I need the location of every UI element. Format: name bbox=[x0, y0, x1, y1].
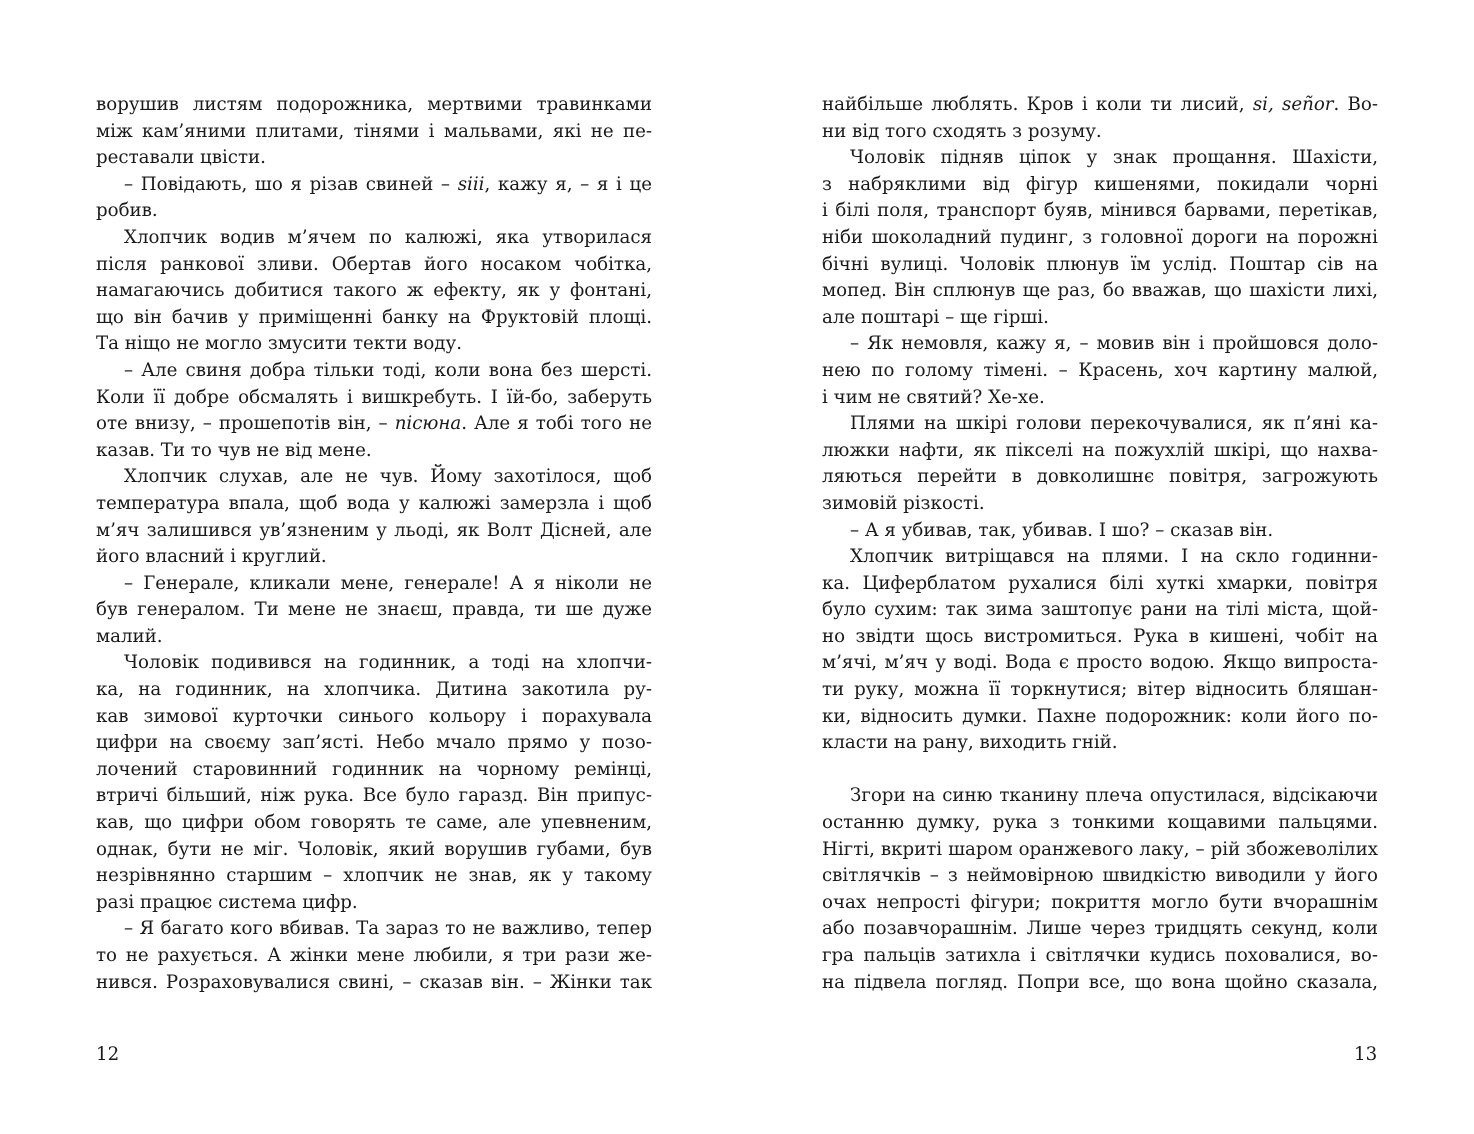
paragraph bbox=[822, 145, 1378, 331]
text-line: оте внизу, – прошепотів він, – пісюна. Але я тобі того не bbox=[96, 413, 652, 435]
text-line: – Як немовля, кажу я, – мовив він і пройшовся доло- bbox=[850, 333, 1378, 355]
text-line: температура впала, щоб вода у калюжі замерзла і щоб bbox=[96, 492, 652, 514]
text-line: намагаючись добитися такого ж ефекту, як у фонтані, bbox=[96, 280, 652, 302]
right-page-number: 13 bbox=[1354, 1044, 1378, 1065]
text-line: ка, на годинник, на хлопчика. Дитина закотила ру- bbox=[96, 679, 652, 701]
text-line: з набряклими від фігур кишенями, покидали чорні bbox=[822, 173, 1378, 195]
text-line: м’яч залишився ув’язненим у льоді, як Волт Дісней, але bbox=[96, 519, 652, 541]
text-line: ти руку, можна її торкнутися; вітер відносить бляшан- bbox=[822, 679, 1378, 701]
text-line: но звідти щось вистромиться. Рука в кишені, чобіт на bbox=[822, 625, 1378, 647]
paragraph-gap bbox=[822, 757, 1378, 784]
text-line: нився. Розраховувалися свині, – сказав він. – Жінки так bbox=[96, 971, 652, 993]
paragraph bbox=[96, 464, 652, 570]
text-line: незрівнянно старшим – хлопчик не знав, як у такому bbox=[96, 865, 652, 887]
text-line: разі працює система цифр. bbox=[96, 891, 358, 913]
text-line: – А я убивав, так, убивав. І шо? – сказав він. bbox=[850, 519, 1274, 541]
paragraph bbox=[96, 916, 652, 996]
text-line: цифри на своєму зап’ясті. Небо мчало прямо у позо- bbox=[96, 732, 652, 754]
text-line: мопед. Він сплюнув ще раз, бо вважав, що шахісти лихі, bbox=[822, 280, 1378, 302]
text-line: кав зимової курточки синього кольору і порахувала bbox=[96, 705, 652, 727]
text-line: гра пальців затихла і світлячки кудись поховалися, во- bbox=[822, 945, 1378, 966]
text-line: і білі поля, транспорт буяв, мінився барвами, перетікав, bbox=[822, 200, 1378, 222]
paragraph bbox=[96, 571, 652, 651]
text-line: ніби шоколадний пудинг, з головної дороги на порожні bbox=[822, 226, 1378, 248]
text-line: Та ніщо не могло змусити текти воду. bbox=[96, 333, 462, 355]
paragraph bbox=[822, 544, 1378, 757]
text-line: що він бачив у приміщенні банку на Фруктовій площі. bbox=[96, 306, 652, 328]
text-line: Чоловік підняв ціпок у знак прощання. Шахісти, bbox=[850, 147, 1378, 169]
text-line: реставали цвісти. bbox=[96, 147, 266, 169]
paragraph bbox=[822, 411, 1378, 517]
text-line: Нігті, вкриті шаром оранжевого лаку, – рій збожеволілих bbox=[822, 838, 1378, 860]
text-line: ляються перейти в довколишнє повітря, загрожують bbox=[822, 466, 1378, 488]
paragraph bbox=[96, 92, 652, 172]
paragraph bbox=[822, 92, 1378, 145]
text-line: – Повідають, шо я різав свиней – siii, кажу я, – я і це bbox=[124, 173, 652, 195]
text-line: його власний і круглий. bbox=[96, 546, 327, 568]
text-line: було сухим: так зима заштопує рани на тілі міста, щой- bbox=[822, 599, 1378, 621]
paragraph bbox=[96, 172, 652, 225]
text-line: класти на рану, виходить гній. bbox=[822, 732, 1118, 754]
text-line: малий. bbox=[96, 625, 163, 647]
text-line: після ранкової зливи. Обертав його носаком чобітка, bbox=[96, 253, 652, 275]
text-line: то не рахується. А жінки мене любили, я три рази же- bbox=[96, 945, 652, 966]
text-line: Плями на шкірі голови перекочувалися, як п’яні ка- bbox=[850, 413, 1378, 435]
text-line: однак, бути не міг. Чоловік, який ворушив губами, був bbox=[96, 838, 652, 860]
paragraph bbox=[96, 650, 652, 916]
text-line: Хлопчик слухав, але не чув. Йому захотілося, щоб bbox=[124, 466, 652, 488]
text-line: – Але свиня добра тільки тоді, коли вона без шерсті. bbox=[124, 359, 652, 381]
text-line: Хлопчик витріщався на плями. І на скло годинни- bbox=[850, 546, 1378, 568]
text-line: Коли її добре обсмалять і вишкребуть. І їй-бо, заберуть bbox=[96, 386, 652, 408]
text-line: очах непрості фігури; покриття могло бути вчорашнім bbox=[822, 891, 1378, 913]
text-line: Згори на синю тканину плеча опустилася, відсікаючи bbox=[850, 785, 1378, 807]
text-line: м’ячі, м’яч у воді. Вода є просто водою. Якщо випроста- bbox=[822, 652, 1378, 674]
text-line: найбільше люблять. Кров і коли ти лисий, si, señor. Во- bbox=[822, 94, 1378, 115]
paragraph bbox=[96, 358, 652, 464]
text-line: – Я багато кого вбивав. Та зараз то не важливо, тепер bbox=[124, 918, 652, 940]
text-line: – Генерале, кликали мене, генерале! А я ніколи не bbox=[124, 572, 652, 594]
text-line: Чоловік подивився на годинник, а тоді на хлопчи- bbox=[124, 652, 652, 674]
paragraph bbox=[822, 331, 1378, 411]
paragraph bbox=[822, 783, 1378, 996]
text-line: ворушив листям подорожника, мертвими травинками bbox=[96, 94, 652, 115]
paragraph bbox=[96, 225, 652, 358]
text-line: і чим не святий? Хе-хе. bbox=[822, 386, 1045, 408]
text-line: на підвела погляд. Попри все, що вона щойно сказала, bbox=[822, 971, 1378, 993]
text-line: люжки нафти, як пікселі на пожухлій шкірі, що нахва- bbox=[822, 439, 1378, 461]
text-line: але поштарі – ще гірші. bbox=[822, 306, 1049, 328]
text-line: останню думку, рука з тонкими кощавими пальцями. bbox=[822, 812, 1378, 834]
text-line: нею по голому тімені. – Красень, хоч картину малюй, bbox=[822, 359, 1378, 381]
text-line: лочений старовинний годинник на чорному ремінці, bbox=[96, 758, 652, 780]
text-line: був генералом. Ти мене не знаєш, правда, ти ше дуже bbox=[96, 599, 652, 621]
text-line: або позавчорашнім. Лише через тридцять секунд, коли bbox=[822, 918, 1378, 940]
text-line: світлячків – з неймовірною швидкістю виводили у його bbox=[822, 865, 1378, 887]
text-line: бічні вулиці. Чоловік плюнув їм услід. Поштар сів на bbox=[822, 253, 1378, 275]
text-line: робив. bbox=[96, 200, 158, 222]
text-line: казав. Ти то чув не від мене. bbox=[96, 439, 372, 461]
text-line: зимовій різкості. bbox=[822, 492, 985, 514]
paragraph bbox=[822, 518, 1378, 545]
right-page-text bbox=[822, 92, 1378, 996]
text-line: між кам’яними плитами, тінями і мальвами, які не пе- bbox=[96, 120, 652, 142]
text-line: ки, відносить думки. Пахне подорожник: коли його по- bbox=[822, 705, 1378, 727]
text-line: кав, що цифри обом говорять те саме, але упевненим, bbox=[96, 812, 652, 834]
left-page-text bbox=[96, 92, 652, 996]
text-line: Хлопчик водив м’ячем по калюжі, яка утворилася bbox=[124, 226, 652, 248]
text-line: ка. Циферблатом рухалися білі хуткі хмарки, повітря bbox=[822, 572, 1378, 594]
text-line: ни від того сходять з розуму. bbox=[822, 120, 1102, 142]
left-page-number: 12 bbox=[96, 1044, 120, 1065]
text-line: втричі більший, ніж рука. Все було гаразд. Він припус- bbox=[96, 785, 652, 807]
